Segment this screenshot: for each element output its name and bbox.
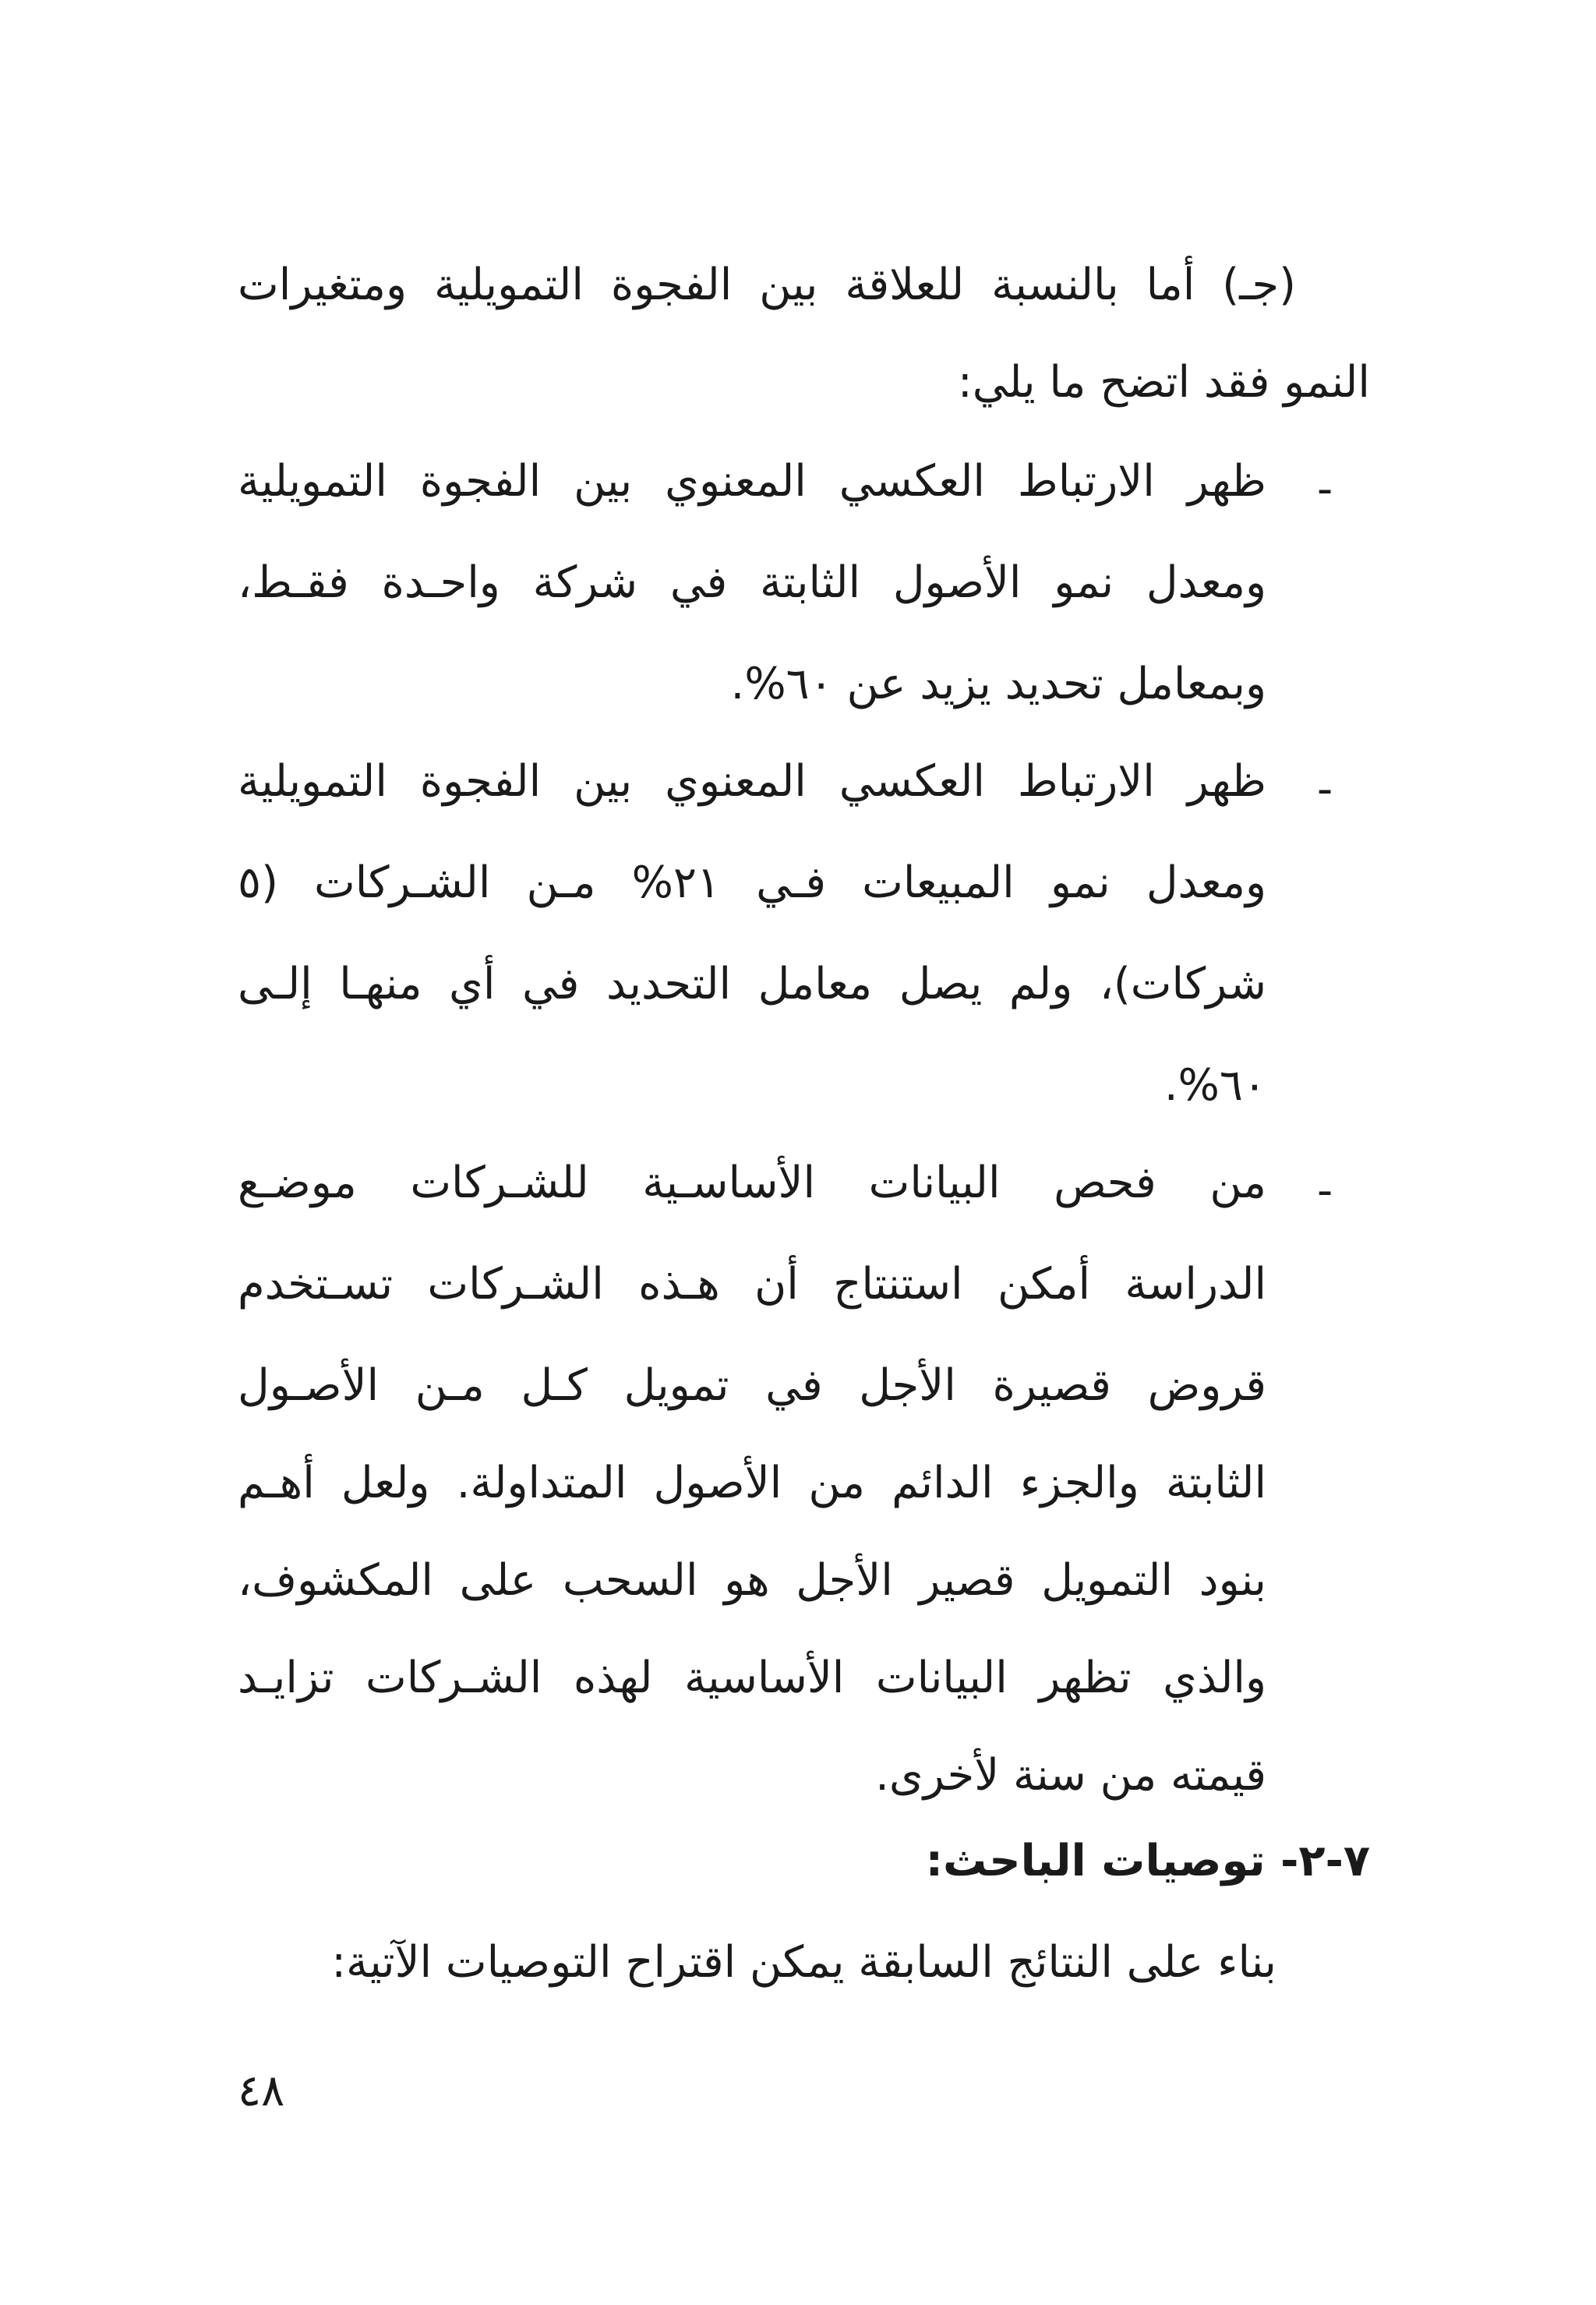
- section-heading: ٧-٢- توصيات الباحث:: [925, 1836, 1370, 1886]
- bullet-2-line-4: ٦٠%.: [1163, 1060, 1266, 1111]
- bullet-3-line-7: قيمته من سنة لأخرى.: [875, 1750, 1266, 1801]
- bullet-3-line-4: الثابتة والجزء الدائم من الأصول المتداولة. ولعل أهـم: [238, 1458, 1266, 1508]
- bullet-3-line-1: من فحص البيانات الأساسـية للشـركات موضـع: [238, 1158, 1266, 1208]
- intro-paragraph: بناء على النتائج السابقة يمكن اقتراح التوصيات الآتية:: [331, 1937, 1276, 1988]
- bullet-2-line-2: ومعدل نمو المبيعات فـي ٢١% مـن الشـركات (٥: [238, 857, 1266, 908]
- bullet-1-line-2: ومعدل نمو الأصول الثابتة في شركة واحـدة فقـط،: [238, 557, 1266, 608]
- bullet-1-marker: -: [1317, 464, 1333, 514]
- bullet-2-line-1: ظهر الارتباط العكسي المعنوي بين الفجوة التمويلية: [238, 756, 1266, 807]
- bullet-3-line-6: والذي تظهر البيانات الأساسية لهذه الشـركات تزايـد: [238, 1653, 1266, 1703]
- bullet-3-line-5: بنود التمويل قصير الأجل هو السحب على المكشوف،: [238, 1555, 1266, 1606]
- bullet-3-marker: -: [1317, 1165, 1333, 1216]
- page-number: ٤٨: [238, 2066, 285, 2116]
- section-c-line-1: (جـ) أما بالنسبة للعلاقة بين الفجوة التمويلية ومتغيرات: [238, 260, 1296, 310]
- bullet-1-line-3: وبمعامل تحديد يزيد عن ٦٠%.: [730, 659, 1266, 709]
- bullet-2-marker: -: [1317, 764, 1333, 815]
- bullet-3-line-2: الدراسة أمكن استنتاج أن هـذه الشـركات تسـتخدم: [238, 1259, 1266, 1310]
- bullet-3-line-3: قروض قصيرة الأجل في تمويل كـل مـن الأصـول: [238, 1360, 1266, 1411]
- bullet-1-line-1: ظهر الارتباط العكسي المعنوي بين الفجوة التمويلية: [238, 456, 1266, 507]
- bullet-2-line-3: شركات)، ولم يصل معامل التحديد في أي منهـا إلـى: [238, 959, 1266, 1009]
- section-c-line-2: النمو فقد اتضح ما يلي:: [957, 357, 1370, 408]
